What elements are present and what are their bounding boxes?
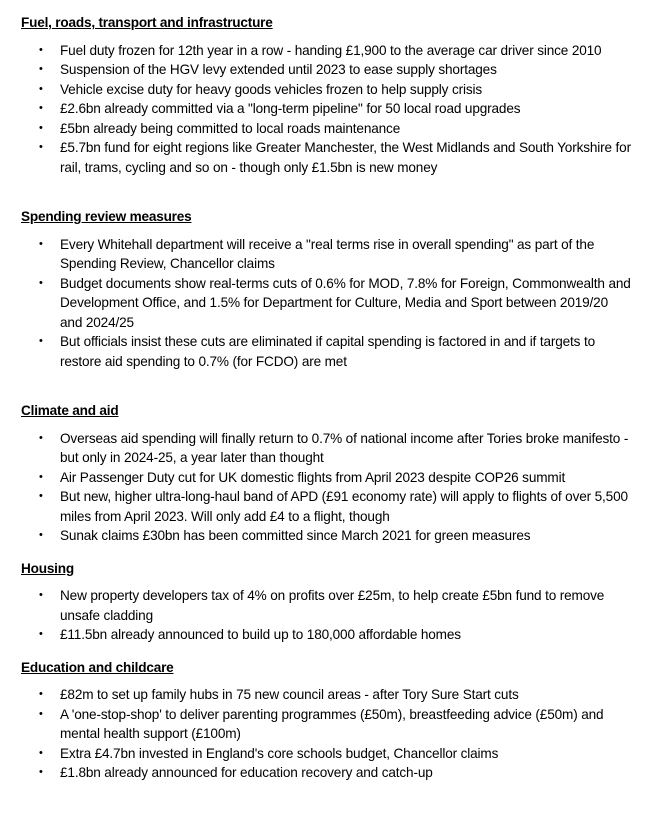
list-item [21,468,631,488]
section-heading: Fuel, roads, transport and infrastructure [21,15,273,30]
bullet-icon: • [39,628,43,640]
list-item [21,99,631,119]
section-heading: Housing [21,560,74,576]
list-item-text: New property developers tax of 4% on profits over £25m, to help create £5bn fund to remove unsafe cladding [60,588,605,623]
list-item [21,487,631,526]
list-item [21,763,631,783]
bullet-icon: • [39,102,43,114]
list-item [21,80,631,100]
list-item [21,41,631,61]
bullet-icon: • [39,121,43,134]
list-item-text: Fuel duty frozen for 12th year in a row - handing £1,900 to the average car driver since 2010 [60,42,602,58]
list-item-text: £1.8bn already announced for education recovery and catch-up [60,765,433,780]
bullet-icon: • [39,707,43,720]
bullet-icon: • [39,43,43,56]
bullet-icon: • [39,688,43,700]
list-item [21,60,631,80]
bullet-list [21,235,631,372]
section-heading: Education and childcare [21,659,174,675]
section-heading: Spending review measures [21,209,192,224]
bullet-icon: • [39,335,43,347]
bullet-icon: • [39,746,43,759]
list-item [21,685,631,705]
bullet-icon: • [39,589,43,601]
bullet-list [21,586,631,645]
list-item-text: But new, higher ultra-long-haul band of APD (£91 economy rate) will apply to flights of over 5,500 miles from April 2023. Will only add £4 to a flight, though [60,489,628,524]
bullet-list [21,41,631,178]
list-item-text: Vehicle excise duty for heavy goods vehicles frozen to help supply crisis [60,81,483,97]
section-fuel-roads-transport [21,13,631,177]
list-item-text: £5.7bn fund for eight regions like Greater Manchester, the West Midlands and South Yorkshire for rail, trams, cycling and so on - though only £1.5bn is new money [60,140,631,175]
list-item-text: A 'one-stop-shop' to deliver parenting programmes (£50m), breastfeeding advice (£50m) and mental health support (£100m) [60,706,604,741]
list-item-text: £11.5bn already announced to build up to 180,000 affordable homes [60,627,461,642]
list-item [21,235,631,274]
list-item [21,274,631,333]
list-item-text: Overseas aid spending will finally return to 0.7% of national income after Tories broke manifesto - but only in 2024-25, a year later than thought [60,430,629,465]
section-spending-review [21,207,631,371]
bullet-icon: • [39,766,43,778]
bullet-list [21,685,631,783]
list-item [21,119,631,139]
bullet-icon: • [39,490,43,502]
section-education-and-childcare [21,658,631,783]
list-item-text: Every Whitehall department will receive a "real terms rise in overall spending" as part of the Spending Review, Chancellor claims [60,236,595,271]
list-item-text: Air Passenger Duty cut for UK domestic flights from April 2023 despite COP26 summit [60,469,566,485]
list-item [21,586,631,625]
list-item [21,705,631,744]
bullet-icon: • [39,82,43,95]
list-item-text: Extra £4.7bn invested in England's core schools budget, Chancellor claims [60,745,499,761]
section-heading: Climate and aid [21,403,119,418]
bullet-icon: • [39,63,43,75]
list-item-text: But officials insist these cuts are eliminated if capital spending is factored in and if targets to restore aid spending to 0.7% (for FCDO) are met [60,334,595,369]
list-item [21,138,631,177]
list-item-text: £2.6bn already committed via a "long-term pipeline" for 50 local road upgrades [60,101,521,116]
list-item [21,332,631,371]
document-body [21,13,631,783]
bullet-icon: • [39,431,43,444]
list-item [21,526,631,546]
bullet-icon: • [39,529,43,541]
bullet-icon: • [39,141,43,153]
list-item-text: Budget documents show real-terms cuts of 0.6% for MOD, 7.8% for Foreign, Commonwealth and Development Office, and 1.5% for Department for Culture, Media and Sport between 2019/20 and 2024/25 [60,275,631,330]
bullet-icon: • [39,276,43,289]
bullet-icon: • [39,237,43,250]
section-housing [21,559,631,645]
list-item-text: £5bn already being committed to local roads maintenance [60,120,401,136]
list-item-text: Sunak claims £30bn has been committed since March 2021 for green measures [60,528,531,543]
list-item-text: £82m to set up family hubs in 75 new council areas - after Tory Sure Start cuts [60,687,519,702]
section-climate-and-aid [21,401,631,546]
list-item-text: Suspension of the HGV levy extended until 2023 to ease supply shortages [60,62,497,77]
list-item [21,625,631,645]
list-item [21,429,631,468]
list-item [21,744,631,764]
bullet-icon: • [39,470,43,483]
bullet-list [21,429,631,546]
